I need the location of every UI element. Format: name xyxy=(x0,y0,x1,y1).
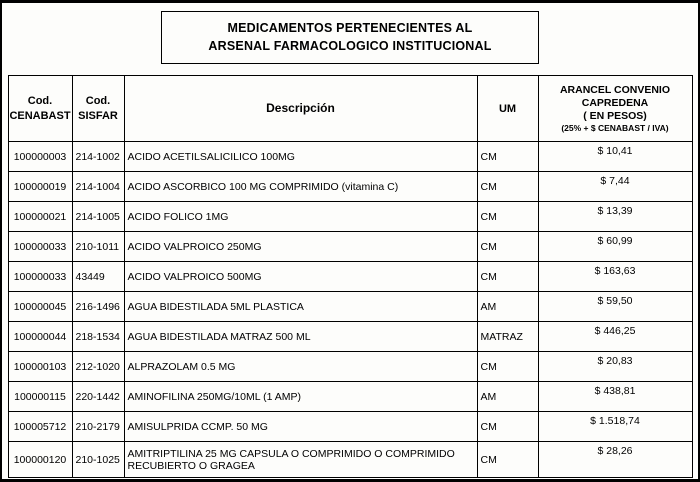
cell-cod-sisfar: 214-1004 xyxy=(72,172,124,202)
table-row xyxy=(8,352,692,382)
cell-arancel: $ 10,41 xyxy=(538,142,692,172)
col-header-descripcion: Descripción xyxy=(124,76,477,142)
cell-arancel: $ 59,50 xyxy=(538,292,692,322)
table-row xyxy=(8,232,692,262)
col-header-cod-sisfar xyxy=(72,76,124,142)
cell-um: CM xyxy=(477,412,538,442)
header-line: ARANCEL CONVENIO xyxy=(559,83,671,96)
table-row xyxy=(8,442,692,478)
cell-descripcion: ACIDO FOLICO 1MG xyxy=(124,202,477,232)
cell-cod-cenabast: 100000033 xyxy=(8,262,72,292)
cell-cod-sisfar: 210-1011 xyxy=(72,232,124,262)
cell-cod-sisfar: 210-1025 xyxy=(72,442,124,478)
cell-arancel: $ 446,25 xyxy=(538,322,692,352)
cell-arancel: $ 13,39 xyxy=(538,202,692,232)
cell-um: CM xyxy=(477,202,538,232)
header-line: Cod. xyxy=(27,95,53,108)
cell-arancel: $ 438,81 xyxy=(538,382,692,412)
header-row xyxy=(8,76,692,142)
cell-arancel: $ 28,26 xyxy=(538,442,692,478)
cell-cod-cenabast: 100005712 xyxy=(8,412,72,442)
table-row xyxy=(8,262,692,292)
cell-descripcion: ALPRAZOLAM 0.5 MG xyxy=(124,352,477,382)
cell-descripcion: AGUA BIDESTILADA 5ML PLASTICA xyxy=(124,292,477,322)
table-row xyxy=(8,172,692,202)
header-line: ( EN PESOS) xyxy=(583,110,647,122)
cell-um: CM xyxy=(477,352,538,382)
title-line-2: ARSENAL FARMACOLOGICO INSTITUCIONAL xyxy=(208,39,492,54)
cell-cod-sisfar: 212-1020 xyxy=(72,352,124,382)
col-header-um: UM xyxy=(477,76,538,142)
cell-descripcion: ACIDO VALPROICO 500MG xyxy=(124,262,477,292)
cell-descripcion: AMISULPRIDA CCMP. 50 MG xyxy=(124,412,477,442)
table-row xyxy=(8,412,692,442)
table-row xyxy=(8,382,692,412)
title-box xyxy=(161,11,539,64)
medications-table xyxy=(8,75,693,478)
cell-cod-sisfar: 210-2179 xyxy=(72,412,124,442)
cell-arancel: $ 7,44 xyxy=(538,172,692,202)
cell-descripcion: ACIDO ASCORBICO 100 MG COMPRIMIDO (vitamina C) xyxy=(124,172,477,202)
cell-cod-sisfar: 216-1496 xyxy=(72,292,124,322)
cell-cod-cenabast: 100000019 xyxy=(8,172,72,202)
cell-arancel: $ 1.518,74 xyxy=(538,412,692,442)
cell-descripcion: AMINOFILINA 250MG/10ML (1 AMP) xyxy=(124,382,477,412)
cell-descripcion: ACIDO ACETILSALICILICO 100MG xyxy=(124,142,477,172)
table-row xyxy=(8,202,692,232)
cell-cod-sisfar: 214-1005 xyxy=(72,202,124,232)
cell-um: AM xyxy=(477,292,538,322)
cell-descripcion: AGUA BIDESTILADA MATRAZ 500 ML xyxy=(124,322,477,352)
title-line-1: MEDICAMENTOS PERTENECIENTES AL xyxy=(227,21,473,35)
cell-arancel: $ 20,83 xyxy=(538,352,692,382)
cell-cod-cenabast: 100000003 xyxy=(8,142,72,172)
cell-cod-sisfar: 43449 xyxy=(72,262,124,292)
cell-cod-cenabast: 100000045 xyxy=(8,292,72,322)
cell-um: CM xyxy=(477,232,538,262)
cell-um: CM xyxy=(477,172,538,202)
header-line: SISFAR xyxy=(78,109,118,122)
cell-um: MATRAZ xyxy=(477,322,538,352)
cell-arancel: $ 163,63 xyxy=(538,262,692,292)
cell-cod-cenabast: 100000044 xyxy=(8,322,72,352)
table-row xyxy=(8,322,692,352)
header-line: CENABAST xyxy=(9,109,71,122)
cell-cod-cenabast: 100000021 xyxy=(8,202,72,232)
cell-cod-sisfar: 220-1442 xyxy=(72,382,124,412)
col-header-cod-cenabast xyxy=(8,76,72,142)
cell-um: AM xyxy=(477,382,538,412)
cell-descripcion: AMITRIPTILINA 25 MG CAPSULA O COMPRIMIDO O COMPRIMIDO RECUBIERTO O GRAGEA xyxy=(124,442,477,478)
table-row xyxy=(8,142,692,172)
cell-arancel: $ 60,99 xyxy=(538,232,692,262)
cell-um: CM xyxy=(477,142,538,172)
cell-cod-cenabast: 100000103 xyxy=(8,352,72,382)
cell-um: CM xyxy=(477,262,538,292)
table-row xyxy=(8,292,692,322)
cell-cod-cenabast: 100000115 xyxy=(8,382,72,412)
cell-cod-sisfar: 218-1534 xyxy=(72,322,124,352)
header-line: Cod. xyxy=(85,95,111,108)
cell-cod-cenabast: 100000033 xyxy=(8,232,72,262)
cell-um: CM xyxy=(477,442,538,478)
cell-cod-sisfar: 214-1002 xyxy=(72,142,124,172)
cell-cod-cenabast: 100000120 xyxy=(8,442,72,478)
col-header-arancel xyxy=(538,76,692,142)
header-line: (25% + $ CENABAST / IVA) xyxy=(561,123,669,134)
cell-descripcion: ACIDO VALPROICO 250MG xyxy=(124,232,477,262)
header-line: CAPREDENA xyxy=(581,96,649,109)
